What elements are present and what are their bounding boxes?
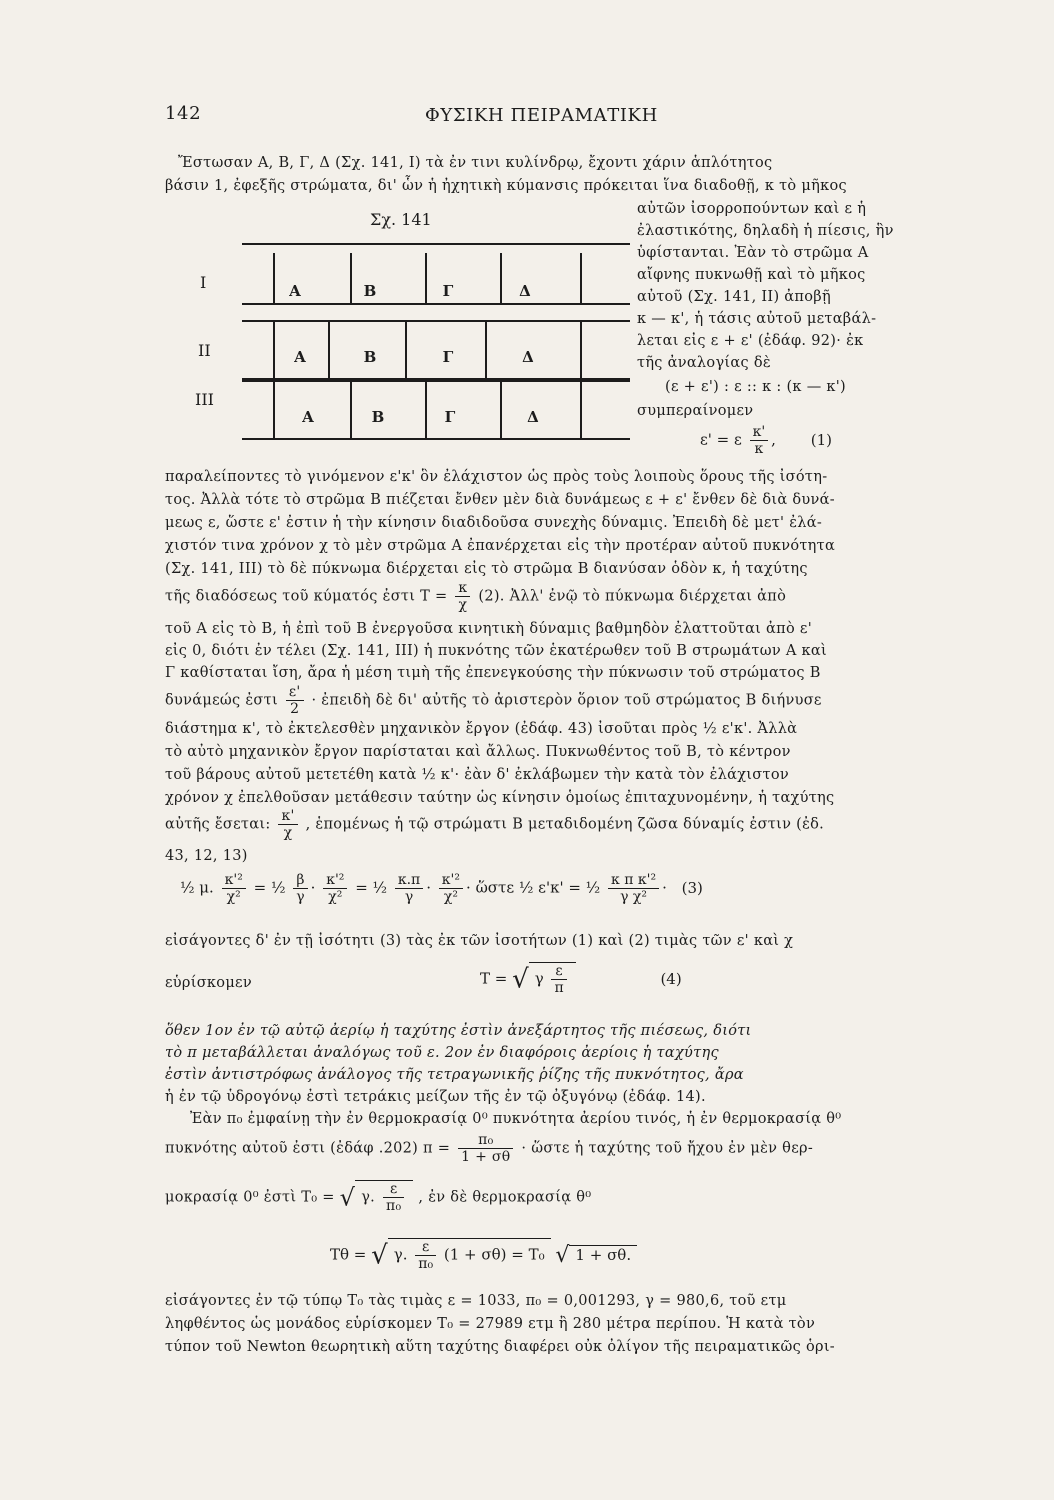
equation-1: ε' = ε $\frac{\kappa'}{\kappa}$ , (1) xyxy=(700,424,832,457)
eq-lhs: Τθ = xyxy=(330,1245,367,1264)
layer-label: Β xyxy=(363,282,377,300)
text-line: Γ καθίσταται ἴση, ἄρα ἡ μέση τιμὴ τῆς ἐπενεγκούσης τὴν πύκνωσιν τοῦ στρώματος Β xyxy=(165,665,821,681)
layer-label: Α xyxy=(289,282,301,300)
text-line-with-fraction xyxy=(165,1132,813,1165)
numerator: κ xyxy=(455,580,470,597)
text-line-with-fraction xyxy=(165,684,822,717)
denominator: π xyxy=(554,980,564,996)
denominator: π₀ xyxy=(418,1256,434,1272)
text-line: ἡ ἐν τῷ ὑδρογόνῳ ἐστὶ τετράκις μείζων τῆς ἐν τῷ ὀξυγόνῳ (ἐδάφ. 14). xyxy=(165,1089,706,1105)
fraction xyxy=(293,872,307,905)
eq-number: (3) xyxy=(681,878,703,897)
text-line: αἴφνης πυκνωθῇ καὶ τὸ μῆκος xyxy=(637,267,866,283)
text-span: · ὥστε ἡ ταχύτης τοῦ ἤχου ἐν μὲν θερ- xyxy=(521,1140,814,1157)
fraction xyxy=(383,1181,404,1214)
equation-3: ½ μ. $\frac{\text{κ'²}}{\text{χ²}}$ = ½ $\frac{\beta}{\gamma}$ · $\frac{\text{κ'²}}{\text{χ²}}$ = ½ $\frac{\kappa.\pi}{\gamma}$ · $\frac{\text{κ'²}}{\text{χ²}}$ · ὥστε ½ ε'κ' = ½ $\frac{\text{κ π κ'²}}{\text{γ χ²}}$ · (3) xyxy=(180,872,703,905)
denominator: χ xyxy=(283,825,293,841)
fraction xyxy=(750,424,769,457)
row-label: III xyxy=(195,390,214,409)
text-span: , ἐν δὲ θερμοκρασίᾳ θ⁰ xyxy=(418,1189,592,1206)
text-line: τοῦ βάρους αὐτοῦ μετετέθη κατὰ ½ κ'· ἐὰν δ' ἐκλάβωμεν τὴν κατὰ τὸν ἐλάχιστον xyxy=(165,767,789,783)
text-line: τὸ αὐτὸ μηχανικὸν ἔργον παρίσταται καὶ ἄλλως. Πυκνωθέντος τοῦ Β, τὸ κέντρον xyxy=(165,744,791,760)
fraction xyxy=(551,963,566,996)
fraction xyxy=(323,872,347,905)
numerator: κ'² xyxy=(439,872,463,889)
radicand-part: γ. xyxy=(361,1189,376,1206)
layer-label: Β xyxy=(363,348,377,366)
denominator: 1 + σθ xyxy=(461,1149,511,1165)
text-line: τὸ π μεταβάλλεται ἀναλόγως τοῦ ε. 2ον ἐν διαφόροις ἀερίοις ἡ ταχύτης xyxy=(165,1045,719,1061)
text-span: μοκρασίᾳ 0⁰ ἐστὶ Τ₀ = xyxy=(165,1189,335,1206)
denominator: χ xyxy=(458,597,468,613)
text-line: τοῦ Α εἰς τὸ Β, ἡ ἐπὶ τοῦ Β ἐνεργοῦσα κινητικὴ δύναμις βαθμηδὸν ἐλαττοῦται ἀπὸ ε' xyxy=(165,621,813,637)
running-title: ΦΥΣΙΚΗ ΠΕΙΡΑΜΑΤΙΚΗ xyxy=(425,105,658,126)
radicand xyxy=(388,1238,551,1272)
text-line: παραλείποντες τὸ γινόμενον ε'κ' ὃν ἐλάχιστον ὡς πρὸς τοὺς λοιποὺς ὅρους τῆς ἰσότη- xyxy=(165,469,828,485)
eq-part: ὥστε ½ ε'κ' = ½ xyxy=(475,878,601,897)
layer-label: Α xyxy=(302,408,314,426)
figure-141 xyxy=(195,210,630,450)
denominator: χ² xyxy=(226,889,241,905)
denominator: χ² xyxy=(328,889,343,905)
text-line: βάσιν 1, ἐφεξῆς στρώματα, δι' ὧν ἡ ἠχητικὴ κύμανσις πρόκειται ἵνα διαδοθῇ, κ τὸ μῆκος xyxy=(165,178,847,194)
text-line: Ἐὰν π₀ ἐμφαίνῃ τὴν ἐν θερμοκρασίᾳ 0⁰ πυκνότητα ἀερίου τινός, ἡ ἐν θερμοκρασίᾳ θ⁰ xyxy=(190,1111,842,1127)
fraction xyxy=(278,808,297,841)
text-line: εἰς 0, διότι ἐν τέλει (Σχ. 141, III) ἡ πυκνότης τῶν ἑκατέρωθεν τοῦ Β στρωμάτων Α καὶ xyxy=(165,643,827,659)
text-line: ὅθεν 1ον ἐν τῷ αὐτῷ ἀερίῳ ἡ ταχύτης ἐστὶν ἀνεξάρτητος τῆς πιέσεως, διότι xyxy=(165,1023,752,1039)
radicand xyxy=(355,1180,413,1214)
text-line: συμπεραίνομεν xyxy=(637,403,754,419)
fraction xyxy=(439,872,463,905)
text-line: χιστόν τινα χρόνον χ τὸ μὲν στρῶμα Α ἐπανέρχεται εἰς τὴν προτέραν αὐτοῦ πυκνότητα xyxy=(165,538,836,554)
fraction xyxy=(395,872,423,905)
sqrt-icon: √ xyxy=(371,1240,388,1271)
eq-lhs: ε' = ε xyxy=(700,430,742,449)
text-line: Ἔστωσαν Α, Β, Γ, Δ (Σχ. 141, I) τὰ ἐν τινι κυλίνδρῳ, ἔχοντι χάριν ἁπλότητος xyxy=(178,155,773,171)
layer-label: Γ xyxy=(442,282,454,300)
fraction xyxy=(286,684,304,717)
text-span: · ἐπειδὴ δὲ δι' αὐτῆς τὸ ἀριστερὸν ὅριον τοῦ στρώματος Β διήνυσε xyxy=(311,692,822,709)
text-line: λεται εἰς ε + ε' (ἐδάφ. 92)· ἐκ xyxy=(637,333,864,349)
text-line: χρόνον χ ἐπελθοῦσαν μετάθεσιν ταύτην ὡς κίνησιν ὁμοίως ἐπιταχυνομένην, ἡ ταχύτης xyxy=(165,790,835,806)
text-line: εἰσάγοντες ἐν τῷ τύπῳ Τ₀ τὰς τιμὰς ε = 1033, π₀ = 0,001293, γ = 980,6, τοῦ ετμ xyxy=(165,1293,787,1309)
text-line-with-fraction xyxy=(165,808,824,841)
numerator: ε' xyxy=(286,684,304,701)
layer-label: Δ xyxy=(527,408,539,426)
equation-4 xyxy=(480,962,682,996)
text-line-with-root xyxy=(165,1180,591,1214)
fraction xyxy=(415,1239,436,1272)
layer-label: Δ xyxy=(522,348,534,366)
numerator: κ' xyxy=(750,424,769,441)
text-line: τῆς ἀναλογίας δὲ xyxy=(637,355,771,371)
text-line: διάστημα κ', τὸ ἐκτελεσθὲν μηχανικὸν ἔργον (ἐδάφ. 43) ἰσοῦται πρὸς ½ ε'κ'. Ἀλλὰ xyxy=(165,721,798,737)
radicand-part: γ xyxy=(534,969,544,988)
denominator: κ xyxy=(754,441,764,457)
denominator: γ xyxy=(404,889,414,905)
radicand xyxy=(529,962,576,996)
text-line: εὑρίσκομεν xyxy=(165,975,252,991)
layer-label: Β xyxy=(371,408,385,426)
radicand: 1 + σθ. xyxy=(569,1245,637,1264)
text-line: κ — κ', ἡ τάσις αὐτοῦ μεταβάλ- xyxy=(637,311,877,327)
eq-part: ½ μ. xyxy=(180,878,214,897)
eq-lhs: Τ = xyxy=(480,969,508,988)
sqrt-icon: √ xyxy=(555,1243,570,1268)
sqrt-icon: √ xyxy=(512,964,529,995)
numerator: κ π κ'² xyxy=(608,872,659,889)
layer-label: Γ xyxy=(442,348,454,366)
layer-label: Δ xyxy=(519,282,531,300)
page-number: 142 xyxy=(165,103,202,124)
text-line: μεως ε, ὥστε ε' ἐστιν ἡ τὴν κίνησιν διαδιδοῦσα συνεχὴς δύναμις. Ἐπειδὴ δὲ μετ' ἐλά- xyxy=(165,515,823,531)
text-span: δυνάμεώς ἐστι xyxy=(165,692,278,709)
text-line: αὐτῶν ἰσορροπούντων καὶ ε ἡ xyxy=(637,201,867,217)
figure-caption: Σχ. 141 xyxy=(370,210,432,229)
numerator: ε xyxy=(551,963,566,980)
numerator: ε xyxy=(415,1239,436,1256)
fraction xyxy=(222,872,246,905)
sqrt-icon: √ xyxy=(339,1183,356,1212)
proportion: (ε + ε') : ε :: κ : (κ — κ') xyxy=(665,379,847,395)
layer-label: Γ xyxy=(444,408,456,426)
numerator: ε xyxy=(383,1181,404,1198)
equation-5 xyxy=(330,1238,637,1272)
numerator: κ'² xyxy=(323,872,347,889)
text-span: τῆς διαδόσεως τοῦ κύματός ἐστι Τ = xyxy=(165,588,448,605)
eq-part: = ½ xyxy=(253,878,286,897)
layer-label: Α xyxy=(294,348,306,366)
eq-part: (1 + σθ) = Τ₀ xyxy=(443,1245,545,1264)
text-span: πυκνότης αὐτοῦ ἐστι (ἐδάφ .202) π = xyxy=(165,1140,451,1157)
text-line-with-fraction xyxy=(165,580,786,613)
numerator: κ' xyxy=(278,808,297,825)
row-label: I xyxy=(200,273,207,292)
text-line: (Σχ. 141, III) τὸ δὲ πύκνωμα διέρχεται εἰς τὸ στρῶμα Β διανύσαν ὁδὸν κ, ἡ ταχύτης xyxy=(165,561,808,577)
denominator: 2 xyxy=(290,701,300,717)
text-line: ἐστὶν ἀντιστρόφως ἀνάλογος τῆς τετραγωνικῆς ῥίζης τῆς πυκνότητος, ἄρα xyxy=(165,1067,744,1083)
text-line: εἰσάγοντες δ' ἐν τῇ ἰσότητι (3) τὰς ἐκ τῶν ἰσοτήτων (1) καὶ (2) τιμὰς τῶν ε' καὶ χ xyxy=(165,933,794,949)
fraction xyxy=(608,872,659,905)
text-line: τύπον τοῦ Newton θεωρητικὴ αὕτη ταχύτης διαφέρει οὐκ ὀλίγον τῆς πειραματικῶς ὁρι- xyxy=(165,1339,836,1355)
text-line: ληφθέντος ὡς μονάδος εὑρίσκομεν Τ₀ = 27989 ετμ ἢ 280 μέτρα περίπου. Ἡ κατὰ τὸν xyxy=(165,1316,816,1332)
numerator: π₀ xyxy=(458,1132,513,1149)
text-line: αὐτοῦ (Σχ. 141, II) ἀποβῇ xyxy=(637,289,831,305)
text-span: , ἑπομένως ἡ τῷ στρώματι Β μεταδιδομένη ζῶσα δύναμίς ἐστιν (ἐδ. xyxy=(305,816,825,833)
fraction xyxy=(455,580,470,613)
radicand-part: γ. xyxy=(393,1245,408,1264)
numerator: κ'² xyxy=(222,872,246,889)
numerator: β xyxy=(293,872,307,889)
denominator: χ² xyxy=(443,889,458,905)
denominator: γ xyxy=(296,889,305,905)
eq-number: (1) xyxy=(810,430,832,449)
denominator: γ χ² xyxy=(620,889,647,905)
text-line: ὑφίστανται. Ἐὰν τὸ στρῶμα Α xyxy=(637,245,869,261)
fraction xyxy=(458,1132,513,1165)
eq-part: = ½ xyxy=(355,878,388,897)
text-span: (2). Ἀλλ' ἐνῷ τὸ πύκνωμα διέρχεται ἀπὸ xyxy=(478,588,787,605)
text-line: 43, 12, 13) xyxy=(165,848,248,864)
row-label: II xyxy=(198,341,211,360)
text-span: αὐτῆς ἔσεται: xyxy=(165,816,271,833)
eq-number: (4) xyxy=(660,969,682,988)
text-line: ἐλαστικότης, δηλαδὴ ἡ πίεσις, ἣν xyxy=(637,223,894,239)
denominator: π₀ xyxy=(386,1198,402,1214)
numerator: κ.π xyxy=(395,872,423,889)
text-line: τος. Ἀλλὰ τότε τὸ στρῶμα Β πιέζεται ἔνθεν μὲν διὰ δυνάμεως ε + ε' ἔνθεν δὲ διὰ δυνά- xyxy=(165,492,835,508)
